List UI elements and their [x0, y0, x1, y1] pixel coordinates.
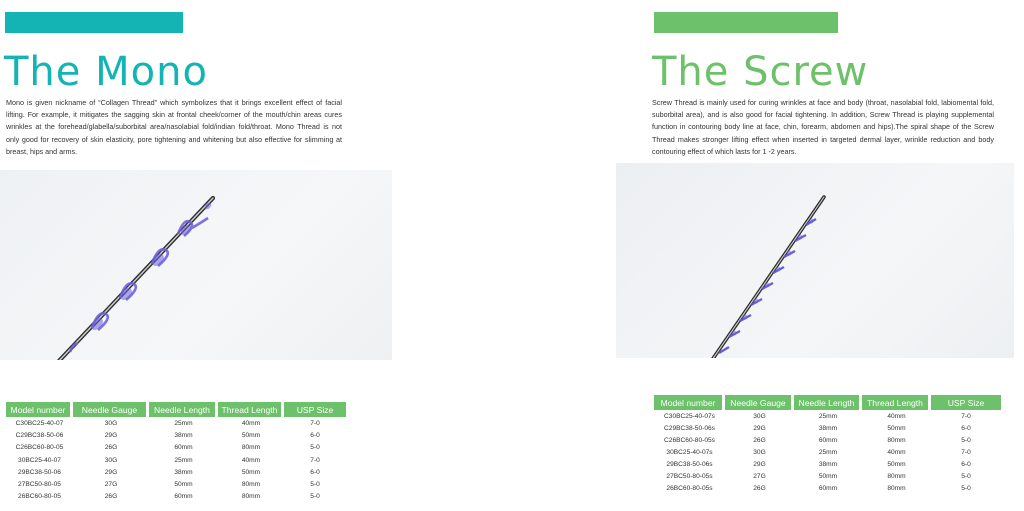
table-cell: 30G	[753, 448, 766, 456]
table-cell: 25mm	[818, 448, 838, 456]
table-cell: 50mm	[887, 424, 906, 432]
table-cell: 7-0	[310, 456, 320, 464]
column-header: USP Size	[284, 402, 346, 417]
mono-spec-table	[6, 402, 346, 503]
table-cell: 30G	[104, 419, 118, 427]
table-cell: 5-0	[961, 485, 971, 493]
table-cell: 30G	[104, 456, 118, 464]
screw-accent-bar	[654, 12, 838, 33]
table-cell: 6-0	[310, 468, 320, 476]
mono-description: Mono is given nickname of “Collagen Thread” which symbolizes that it brings excellent effect of facial lifting. For example, it mitigates the sagging skin at frontal cheek/corner of the mouth/chin areas cures wrinkles at the forehead/glabella/suborbital area/nasolabial fold/indian fold/throat. Mono Thread is not only good for recovery of skin elasticity, pore tightening and whitening but also effective for slimming at breast, hips and arms.	[6, 98, 342, 156]
table-row	[654, 410, 1001, 422]
table-row	[654, 446, 1001, 458]
table-cell: 80mm	[241, 493, 261, 501]
needle-screw-icon	[616, 163, 1014, 358]
table-row	[6, 478, 346, 490]
table-cell: 50mm	[174, 481, 193, 489]
table-cell: 7-0	[310, 419, 320, 427]
table-cell: 25mm	[174, 456, 193, 464]
table-cell: 26G	[104, 444, 118, 452]
column-header: Thread Length	[862, 395, 931, 410]
table-row	[6, 417, 346, 429]
table-cell: 38mm	[818, 460, 838, 468]
table-cell: 26G	[104, 493, 118, 501]
needle-mono-icon	[0, 170, 392, 360]
table-cell: 80mm	[887, 473, 906, 481]
table-header-row	[654, 395, 1001, 410]
column-header: Needle Length	[149, 402, 218, 417]
table-row	[654, 483, 1001, 495]
table-row	[6, 466, 346, 478]
screw-title: The Screw	[652, 49, 869, 95]
table-cell: 27G	[104, 481, 118, 489]
table-cell: 26BC60-80-05s	[666, 485, 713, 493]
table-cell: 6-0	[961, 424, 971, 432]
table-row	[6, 454, 346, 466]
table-cell: 40mm	[241, 419, 261, 427]
table-cell: 38mm	[174, 468, 193, 476]
table-cell: 27G	[753, 473, 766, 481]
column-header: USP Size	[931, 395, 1001, 410]
table-cell: C26BC60-80-05	[15, 444, 64, 452]
table-cell: C26BC60-80-05s	[664, 436, 715, 444]
mono-accent-bar	[5, 12, 183, 33]
table-cell: 30BC25-40-07	[18, 456, 61, 464]
table-cell: 27BC50-80-05s	[666, 473, 713, 481]
table-cell: 5-0	[961, 473, 971, 481]
column-header: Needle Gauge	[725, 395, 794, 410]
table-cell: 5-0	[310, 481, 320, 489]
table-cell: 38mm	[174, 431, 193, 439]
table-cell: 50mm	[241, 468, 261, 476]
screw-spec-table	[654, 395, 1001, 495]
table-cell: 26G	[753, 485, 766, 493]
table-cell: 7-0	[961, 412, 971, 420]
table-cell: 27BC50-80-05	[18, 481, 61, 489]
column-header: Needle Length	[794, 395, 862, 410]
table-cell: 50mm	[818, 473, 838, 481]
screw-product-image	[616, 163, 1014, 358]
table-cell: C29BC38-50-06s	[664, 424, 715, 432]
table-row	[6, 491, 346, 503]
table-cell: 60mm	[818, 436, 838, 444]
table-cell: 30BC25-40-07s	[666, 448, 713, 456]
table-cell: 29BC38-50-06	[18, 468, 61, 476]
mono-title: The Mono	[4, 49, 208, 95]
column-header: Thread Length	[218, 402, 284, 417]
table-cell: 29G	[104, 431, 118, 439]
table-row	[654, 422, 1001, 434]
table-cell: 5-0	[310, 493, 320, 501]
table-cell: 5-0	[961, 436, 971, 444]
mono-panel	[0, 0, 400, 511]
table-cell: 7-0	[961, 448, 971, 456]
table-cell: C29BC38-50-06	[15, 431, 64, 439]
table-cell: 26G	[753, 436, 766, 444]
table-cell: C30BC25-40-07s	[664, 412, 715, 420]
table-cell: 60mm	[818, 485, 838, 493]
column-header: Model number	[6, 402, 73, 417]
table-cell: 26BC60-80-05	[18, 493, 61, 501]
table-row	[654, 434, 1001, 446]
table-cell: 6-0	[310, 431, 320, 439]
table-row	[654, 458, 1001, 470]
table-cell: 80mm	[887, 436, 906, 444]
screw-panel	[610, 0, 1024, 511]
table-cell: 38mm	[818, 424, 838, 432]
table-row	[654, 470, 1001, 482]
column-header: Needle Gauge	[73, 402, 149, 417]
mono-product-image	[0, 170, 392, 360]
table-row	[6, 429, 346, 441]
table-cell: 80mm	[241, 444, 261, 452]
screw-description: Screw Thread is mainly used for curing wrinkles at face and body (throat, nasolabial fold, labiomental fold, suborbital area), and is also good for facial tightening. In addition, Screw Thread is playing supplemental function in contouring body line at face, chin, forearm, abdomen and hips).The spiral shape of the Screw Thread makes stronger lifting effect when inserted in targeted dermal layer, wrinkle reduction and body contouring effect of which lasts for 1 -2 years.	[652, 98, 994, 156]
column-header: Model number	[654, 395, 725, 410]
table-cell: 40mm	[887, 448, 906, 456]
table-cell: 29G	[753, 460, 766, 468]
table-cell: 25mm	[174, 419, 193, 427]
table-cell: 40mm	[241, 456, 261, 464]
table-cell: 40mm	[887, 412, 906, 420]
table-row	[6, 442, 346, 454]
table-cell: 50mm	[887, 460, 906, 468]
table-header-row	[6, 402, 346, 417]
table-cell: 80mm	[241, 481, 261, 489]
table-cell: 6-0	[961, 460, 971, 468]
table-cell: 25mm	[818, 412, 838, 420]
table-cell: 60mm	[174, 493, 193, 501]
table-cell: 29G	[104, 468, 118, 476]
table-cell: 29BC38-50-06s	[666, 460, 713, 468]
table-cell: 60mm	[174, 444, 193, 452]
table-cell: 80mm	[887, 485, 906, 493]
table-cell: 5-0	[310, 444, 320, 452]
table-cell: 50mm	[241, 431, 261, 439]
table-cell: 30G	[753, 412, 766, 420]
table-cell: C30BC25-40-07	[15, 419, 64, 427]
table-cell: 29G	[753, 424, 766, 432]
